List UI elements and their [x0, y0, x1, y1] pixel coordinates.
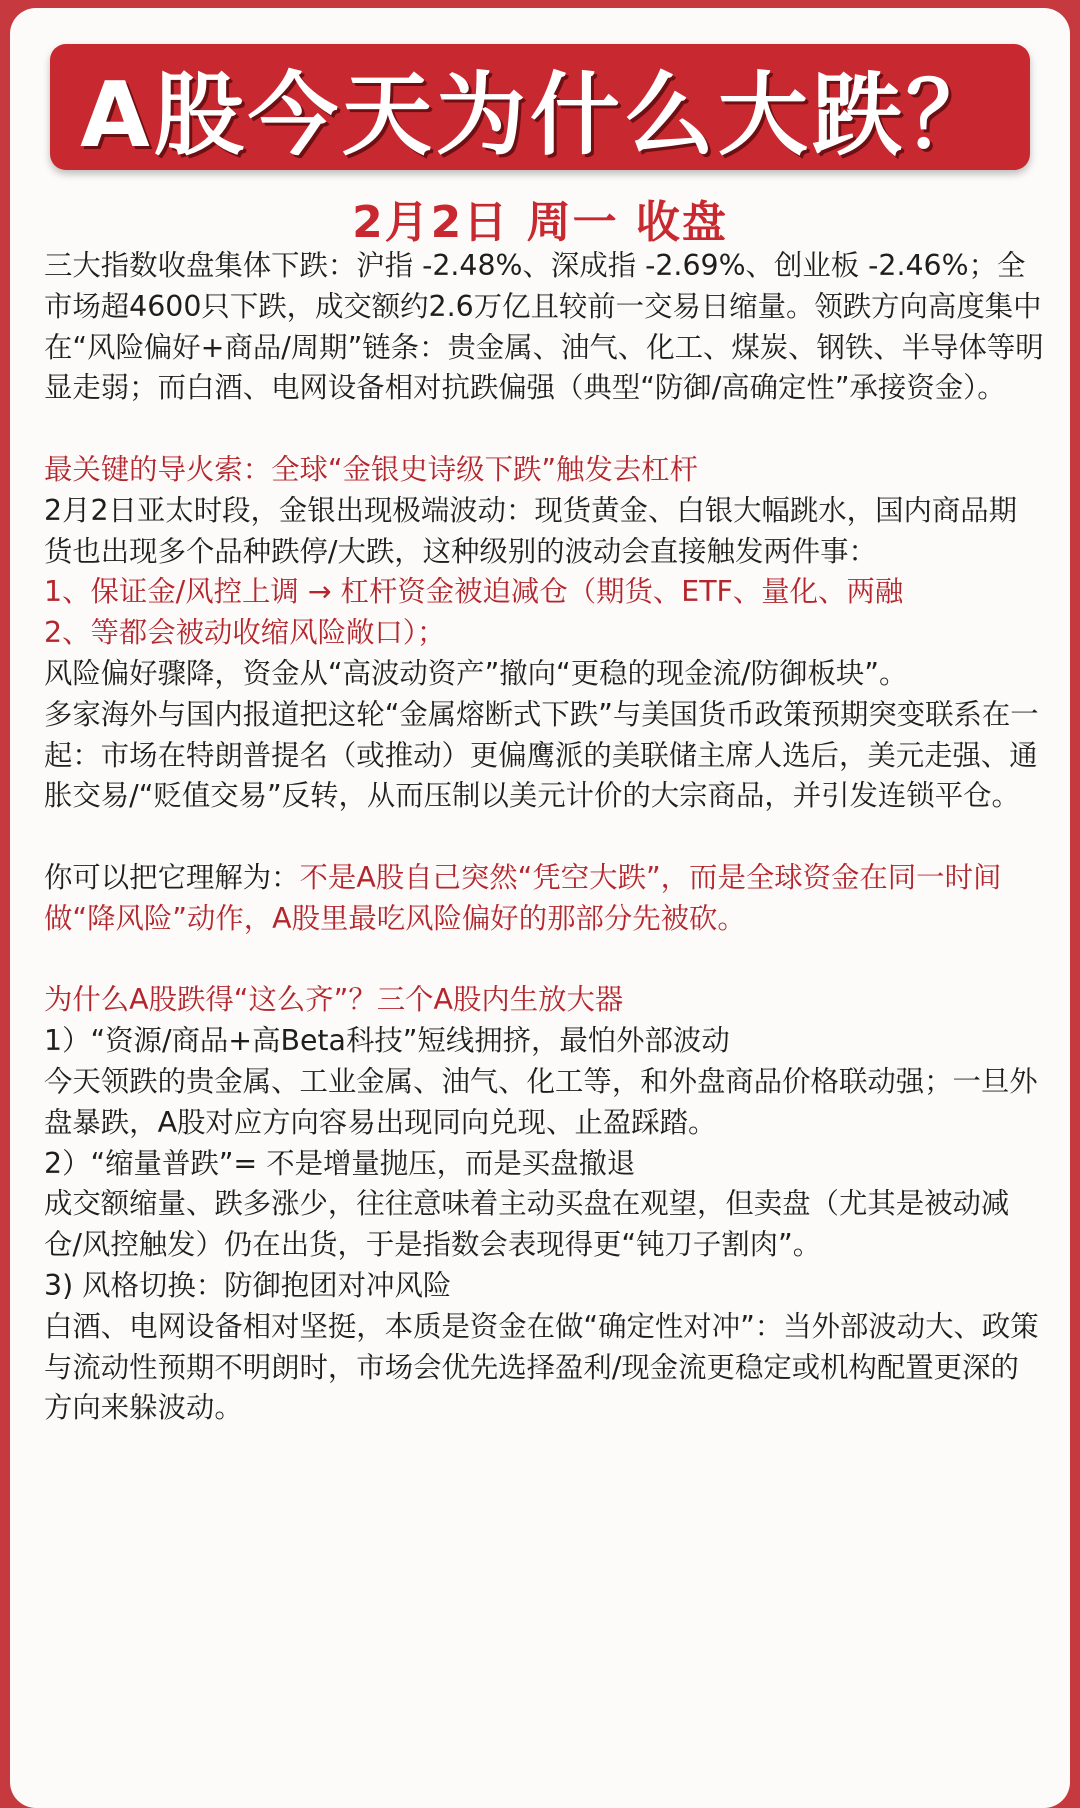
spacer: [44, 817, 1044, 858]
section2-item2-title: 2）“缩量普跌”= 不是增量抛压，而是买盘撤退: [44, 1146, 636, 1180]
article-body: [44, 246, 1044, 1429]
spacer: [44, 409, 1044, 450]
section1-intro: 2月2日亚太时段，金银出现极端波动：现货黄金、白银大幅跳水，国内商品期货也出现多个品种跌停/大跌，这种级别的波动会直接触发两件事：: [44, 493, 1018, 568]
section2-item1-title: 1）“资源/商品+高Beta科技”短线拥挤，最怕外部波动: [44, 1024, 730, 1058]
section1-reports: 多家海外与国内报道把这轮“金属熔断式下跌”与美国货币政策预期突变联系在一起：市场在特朗普提名（或推动）更偏鹰派的美联储主席人选后，美元走强、通胀交易/“贬值交易”反转，从而压制以美元计价的大宗商品，并引发连锁平仓。: [44, 697, 1039, 813]
section1-point-2: 2、等都会被动收缩风险敞口）；: [44, 616, 446, 650]
section2-heading: 为什么A股跌得“这么齐”？三个A股内生放大器: [44, 983, 624, 1017]
date-subtitle: 2月2日 周一 收盘: [352, 197, 728, 248]
market-summary: 三大指数收盘集体下跌：沪指 -2.48%、深成指 -2.69%、创业板 -2.46%；全市场超4600只下跌，成交额约2.6万亿且较前一交易日缩量。领跌方向高度集中在“风险偏好+商品/周期”链条：贵金属、油气、化工、煤炭、钢铁、半导体等明显走弱；而白酒、电网设备相对抗跌偏强（典型“防御/高确定性”承接资金）。: [44, 249, 1044, 405]
page-title: A股今天为什么大跌？: [80, 63, 1000, 168]
understand-paragraph: [44, 858, 1044, 940]
section1-point-1: 1、保证金/风控上调 → 杠杆资金被迫减仓（期货、ETF、量化、两融: [44, 575, 904, 609]
section1-risk: 风险偏好骤降，资金从“高波动资产”撤向“更稳的现金流/防御板块”。: [44, 656, 908, 690]
understand-lead: 你可以把它理解为：: [44, 860, 300, 894]
spacer: [44, 940, 1044, 981]
section2-item3-body: 白酒、电网设备相对坚挺，本质是资金在做“确定性对冲”：当外部波动大、政策与流动性预期不明朗时，市场会优先选择盈利/现金流更稳定或机构配置更深的方向来躲波动。: [44, 1309, 1039, 1425]
section2-item1-body: 今天领跌的贵金属、工业金属、油气、化工等，和外盘商品价格联动强；一旦外盘暴跌，A股对应方向容易出现同向兑现、止盈踩踏。: [44, 1064, 1038, 1139]
section2-item3-title: 3) 风格切换：防御抱团对冲风险: [44, 1268, 452, 1302]
section2-item2-body: 成交额缩量、跌多涨少，往往意味着主动买盘在观望，但卖盘（尤其是被动减仓/风控触发）仍在出货，于是指数会表现得更“钝刀子割肉”。: [44, 1187, 1010, 1262]
section1-heading: 最关键的导火索：全球“金银史诗级下跌”触发去杠杆: [44, 452, 699, 486]
title-banner: [50, 44, 1030, 170]
understand-highlight: 不是A股自己突然“凭空大跌”，而是全球资金在同一时间做“降风险”动作，A股里最吃风险偏好的那部分先被砍。: [44, 860, 1002, 935]
